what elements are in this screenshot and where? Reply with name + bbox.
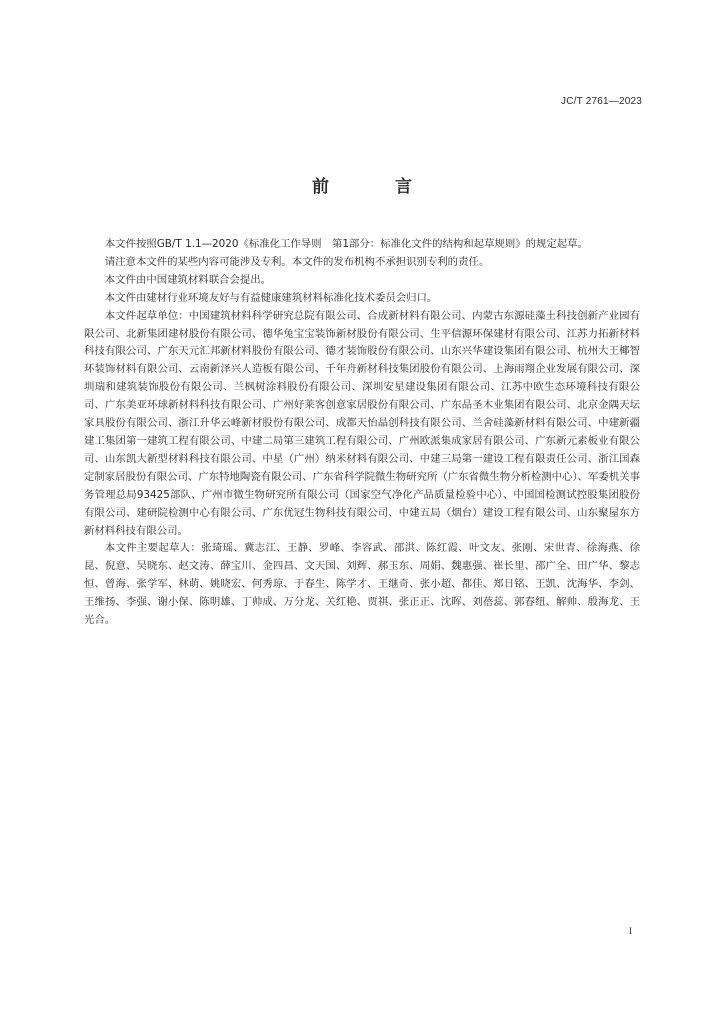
standard-code: JC/T 2761—2023 — [561, 96, 642, 107]
paragraph-drafting-rules: 本文件按照GB/T 1.1—2020《标准化工作导则 第1部分：标准化文件的结构和起草规则》的规定起草。 — [104, 238, 588, 250]
page-title: 前 言 — [312, 177, 442, 197]
paragraph-drafters: 本文件主要起草人：张琦瑶、冀志江、王静、罗峰、李容武、邵洪、陈红霞、叶文友、张刚、宋世青、徐海燕、徐昆、倪意、吴晓东、赵文涛、薛宝川、金四昌、文天国、刘辉、郝玉东、周娟、魏惠强、崔长里、邵广全、田广华、黎志恒、曾海、张学军、林萌、姚晓宏、何秀琼、于春生、陈学才、王继奇、张小超、都佳、郑日铭、王凯、沈海华、李剑、王维扬、李强、谢小保、陈明雄、丁帅成、万分龙、关红艳、贾祺、张正正、沈晖、刘蓓蕊、郭春纽、解帅、殷海龙、王光合。 — [84, 542, 640, 627]
paragraph-drafting-units: 本文件起草单位：中国建筑材料科学研究总院有限公司、合成新材料有限公司、内蒙古东源硅藻土科技创新产业园有限公司、北新集团建材股份有限公司、德华兔宝宝装饰新材股份有限公司、生平信源环保建材有限公司、江苏力拓新材料科技有限公司、广东天元汇邦新材料股份有限公司、德才装饰股份有限公司、山东兴华建设集团有限公司、杭州大王椰智环装饰材料有限公司、云南新泽兴人造板有限公司、千年舟新材科技集团股份有限公司、上海雨翔企业发展有限公司、深圳瑞和建筑装饰股份有限公司、兰枫树涂料股份有限公司、深圳安星建设集团有限公司、江苏中欧生态环境科技有限公司、广东美亚环球新材料科技有限公司、广州好莱客创意家居股份有限公司、广东品圣木业集团有限公司、北京金隅天坛家具股份有限公司、浙江升华云峰新材股份有限公司、成都天怡晶创科技有限公司、兰舍硅藻新材料有限公司、中建新疆建工集团第一建筑工程有限公司、中建二局第三建筑工程有限公司、广州欧派集成家居有限公司、广东新元素板业有限公司、山东凯大新型材料科技有限公司、中星（广州）纳米材料有限公司、中建三局第一建设工程有限责任公司、浙江国森定制家居股份有限公司、广东特地陶瓷有限公司、广东省科学院微生物研究所（广东省微生物分析检测中心）、军委机关事务管理总局93425部队、广州市微生物研究所有限公司（国家空气净化产品质量检验中心）、中国国检测试控股集团股份有限公司、建研院检测中心有限公司、广东优冠生物科技有限公司、中建五局（烟台）建设工程有限公司、山东聚屋东方新材料科技有限公司。 — [84, 309, 640, 537]
page-number: I — [629, 926, 632, 936]
foreword-body — [84, 236, 640, 630]
paragraph-proposer: 本文件由中国建筑材料联合会提出。 — [104, 273, 272, 286]
paragraph-committee: 本文件由建材行业环境友好与有益健康建筑材料标准化技术委员会归口。 — [104, 291, 438, 304]
paragraph-patent-notice: 请注意本文件的某些内容可能涉及专利。本文件的发布机构不承担识别专利的责任。 — [104, 255, 490, 268]
